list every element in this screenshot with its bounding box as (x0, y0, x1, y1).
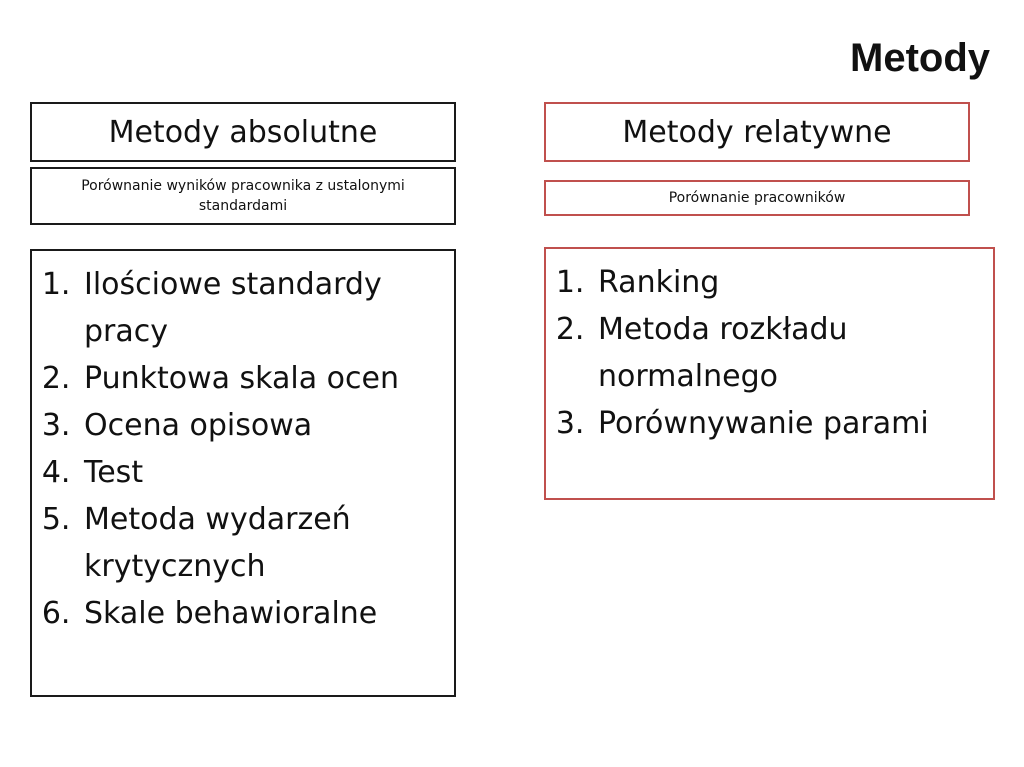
relative-methods-list-box (544, 247, 995, 500)
relative-methods-description (544, 180, 970, 216)
absolute-methods-header-label: Metody absolutne (108, 114, 378, 150)
slide-title: Metody (850, 36, 990, 80)
absolute-methods-description-text: Porównanie wyników pracownika z ustalonymi standardami (81, 178, 405, 214)
absolute-methods-list-box (30, 249, 456, 697)
relative-methods-description-text: Porównanie pracowników (668, 190, 846, 206)
list-item: 2. Punktowa skala ocen (80, 355, 454, 402)
relative-methods-list (546, 249, 993, 447)
relative-methods-header (544, 102, 970, 162)
list-item: 1. Ilościowe standardy pracy (80, 261, 454, 355)
absolute-methods-header (30, 102, 456, 162)
list-item: 5. Metoda wydarzeń krytycznych (80, 496, 454, 590)
list-item: 3. Ocena opisowa (80, 402, 454, 449)
absolute-methods-list (32, 251, 454, 637)
relative-methods-header-label: Metody relatywne (622, 114, 892, 150)
list-item: 1. Ranking (594, 259, 993, 306)
list-item: 2. Metoda rozkładu normalnego (594, 306, 993, 400)
list-item: 4. Test (80, 449, 454, 496)
list-item: 6. Skale behawioralne (80, 590, 454, 637)
absolute-methods-description (30, 167, 456, 225)
list-item: 3. Porównywanie parami (594, 400, 993, 447)
